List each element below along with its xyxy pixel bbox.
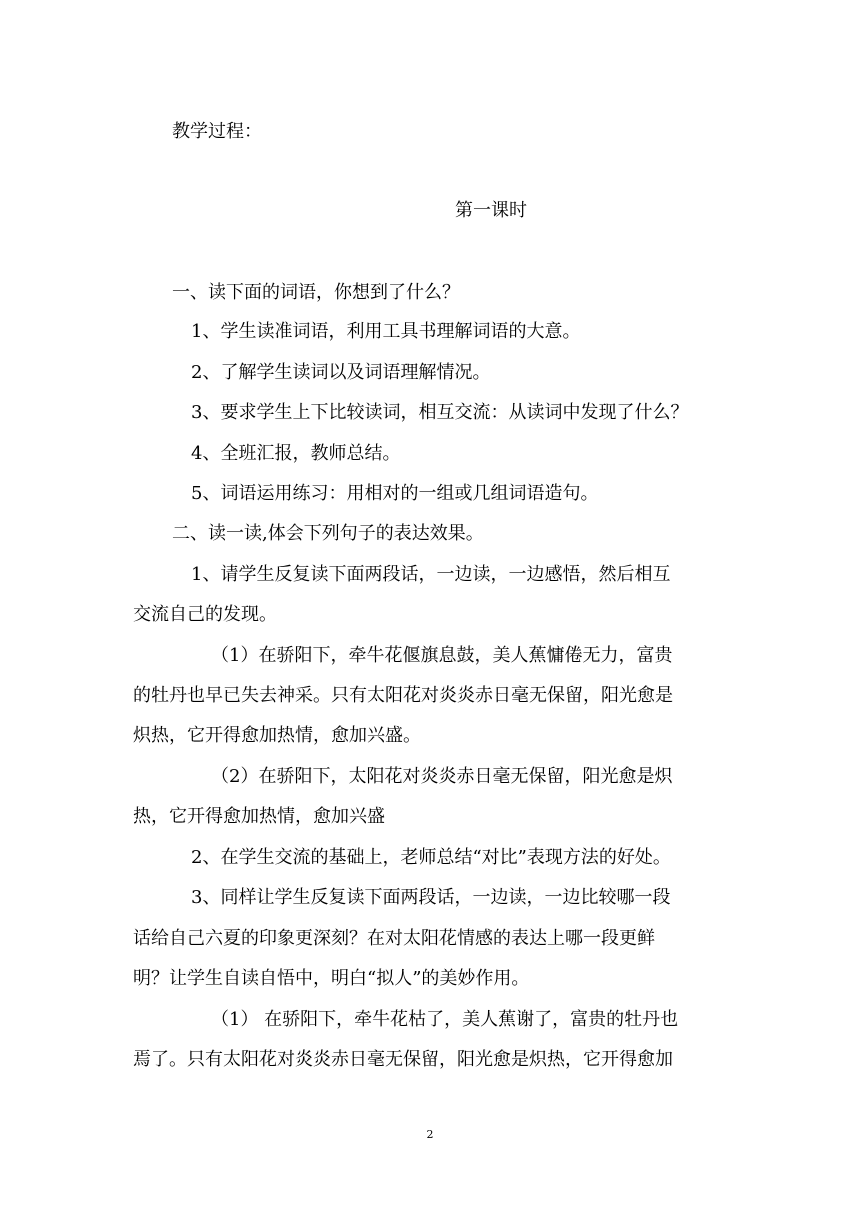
paragraph-line: 明？让学生自读自悟中，明白“拟人”的美妙作用。	[133, 968, 530, 989]
paragraph-line: 二、读一读,体会下列句子的表达效果。	[172, 523, 484, 544]
paragraph-line: 交流自己的发现。	[133, 604, 277, 625]
paragraph-line: 5、词语运用练习：用相对的一组或几组词语造句。	[191, 483, 599, 504]
section-heading: 教学过程：	[172, 121, 262, 142]
paragraph-line: 焉了。只有太阳花对炎炎赤日毫无保留，阳光愈是炽热，它开得愈加	[133, 1049, 673, 1070]
paragraph-line: 话给自己六夏的印象更深刻？在对太阳花情感的表达上哪一段更鲜	[133, 928, 655, 949]
paragraph-line: 1、请学生反复读下面两段话，一边读，一边感悟，然后相互	[191, 564, 671, 585]
paragraph-line: （1） 在骄阳下，牵牛花枯了，美人蕉谢了，富贵的牡丹也	[211, 1009, 679, 1030]
paragraph-line: （2）在骄阳下，太阳花对炎炎赤日毫无保留，阳光愈是炽	[211, 766, 673, 787]
paragraph-line: 的牡丹也早已失去神采。只有太阳花对炎炎赤日毫无保留，阳光愈是	[133, 685, 673, 706]
lesson-title: 第一课时	[455, 200, 527, 221]
page-number: 2	[426, 1128, 434, 1141]
paragraph-line: 2、在学生交流的基础上，老师总结“对比”表现方法的好处。	[191, 847, 671, 868]
paragraph-line: 4、全班汇报，教师总结。	[191, 443, 401, 464]
paragraph-line: 3、要求学生上下比较读词，相互交流：从读词中发现了什么？	[191, 402, 689, 423]
paragraph-line: （1）在骄阳下，牵牛花偃旗息鼓，美人蕉慵倦无力，富贵	[211, 645, 673, 666]
paragraph-line: 炽热，它开得愈加热情，愈加兴盛。	[133, 725, 421, 746]
paragraph-line: 热，它开得愈加热情，愈加兴盛	[133, 806, 385, 827]
paragraph-line: 1、学生读准词语，利用工具书理解词语的大意。	[191, 321, 581, 342]
paragraph-line: 3、同样让学生反复读下面两段话，一边读，一边比较哪一段	[191, 887, 671, 908]
paragraph-line: 一、读下面的词语，你想到了什么？	[172, 282, 460, 303]
paragraph-line: 2、了解学生读词以及词语理解情况。	[191, 362, 491, 383]
